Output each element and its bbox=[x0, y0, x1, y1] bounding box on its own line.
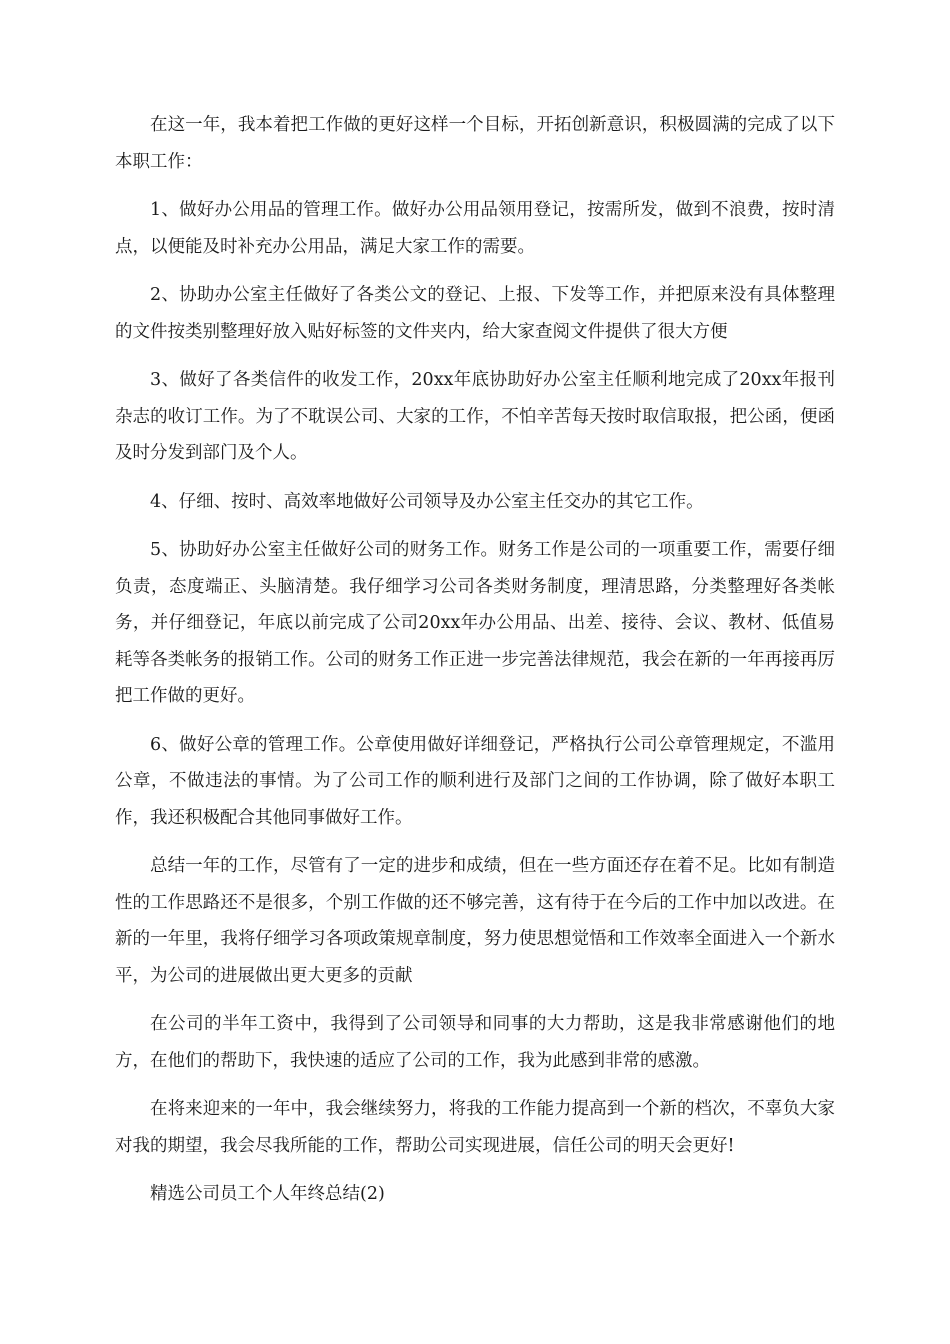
paragraph-summary: 总结一年的工作，尽管有了一定的进步和成绩，但在一些方面还存在着不足。比如有制造性的工作思路还不是很多，个别工作做的还不够完善，这有待于在今后的工作中加以改进。在新的一年里，我将仔细学习各项政策规章制度，努力使思想觉悟和工作效率全面进入一个新水平，为公司的进展做出更大更多的贡献 bbox=[115, 856, 835, 986]
paragraph-outlook: 在将来迎来的一年中，我会继续努力，将我的工作能力提高到一个新的档次，不辜负大家对我的期望，我会尽我所能的工作，帮助公司实现进展，信任公司的明天会更好! bbox=[115, 1099, 835, 1156]
paragraph-item-2: 2、协助办公室主任做好了各类公文的登记、上报、下发等工作，并把原来没有具体整理的文件按类别整理好放入贴好标签的文件夹内，给大家查阅文件提供了很大方便 bbox=[115, 285, 835, 342]
paragraph-intro: 在这一年，我本着把工作做的更好这样一个目标，开拓创新意识，积极圆满的完成了以下本职工作： bbox=[115, 115, 835, 172]
paragraph-thanks: 在公司的半年工资中，我得到了公司领导和同事的大力帮助，这是我非常感谢他们的地方，在他们的帮助下，我快速的适应了公司的工作，我为此感到非常的感激。 bbox=[115, 1014, 835, 1071]
paragraph-item-5: 5、协助好办公室主任做好公司的财务工作。财务工作是公司的一项重要工作，需要仔细负责，态度端正、头脑清楚。我仔细学习公司各类财务制度，理清思路，分类整理好各类帐务，并仔细登记，年底以前完成了公司20xx年办公用品、出差、接待、会议、教材、低值易耗等各类帐务的报销工作。公司的财务工作正进一步完善法律规范，我会在新的一年再接再厉把工作做的更好。 bbox=[115, 540, 835, 706]
section-heading: 精选公司员工个人年终总结(2) bbox=[150, 1184, 385, 1204]
paragraph-item-4: 4、仔细、按时、高效率地做好公司领导及办公室主任交办的其它工作。 bbox=[150, 491, 704, 512]
paragraph-item-6: 6、做好公章的管理工作。公章使用做好详细登记，严格执行公司公章管理规定，不滥用公章，不做违法的事情。为了公司工作的顺利进行及部门之间的工作协调，除了做好本职工作，我还积极配合其他同事做好工作。 bbox=[115, 734, 835, 828]
paragraph-item-1: 1、做好办公用品的管理工作。做好办公用品领用登记，按需所发，做到不浪费，按时清点，以便能及时补充办公用品，满足大家工作的需要。 bbox=[115, 200, 835, 257]
paragraph-item-3: 3、做好了各类信件的收发工作，20xx年底协助好办公室主任顺利地完成了20xx年报刊杂志的收订工作。为了不耽误公司、大家的工作，不怕辛苦每天按时取信取报，把公函，便函及时分发到部门及个人。 bbox=[115, 370, 835, 463]
document-body bbox=[115, 107, 835, 1225]
